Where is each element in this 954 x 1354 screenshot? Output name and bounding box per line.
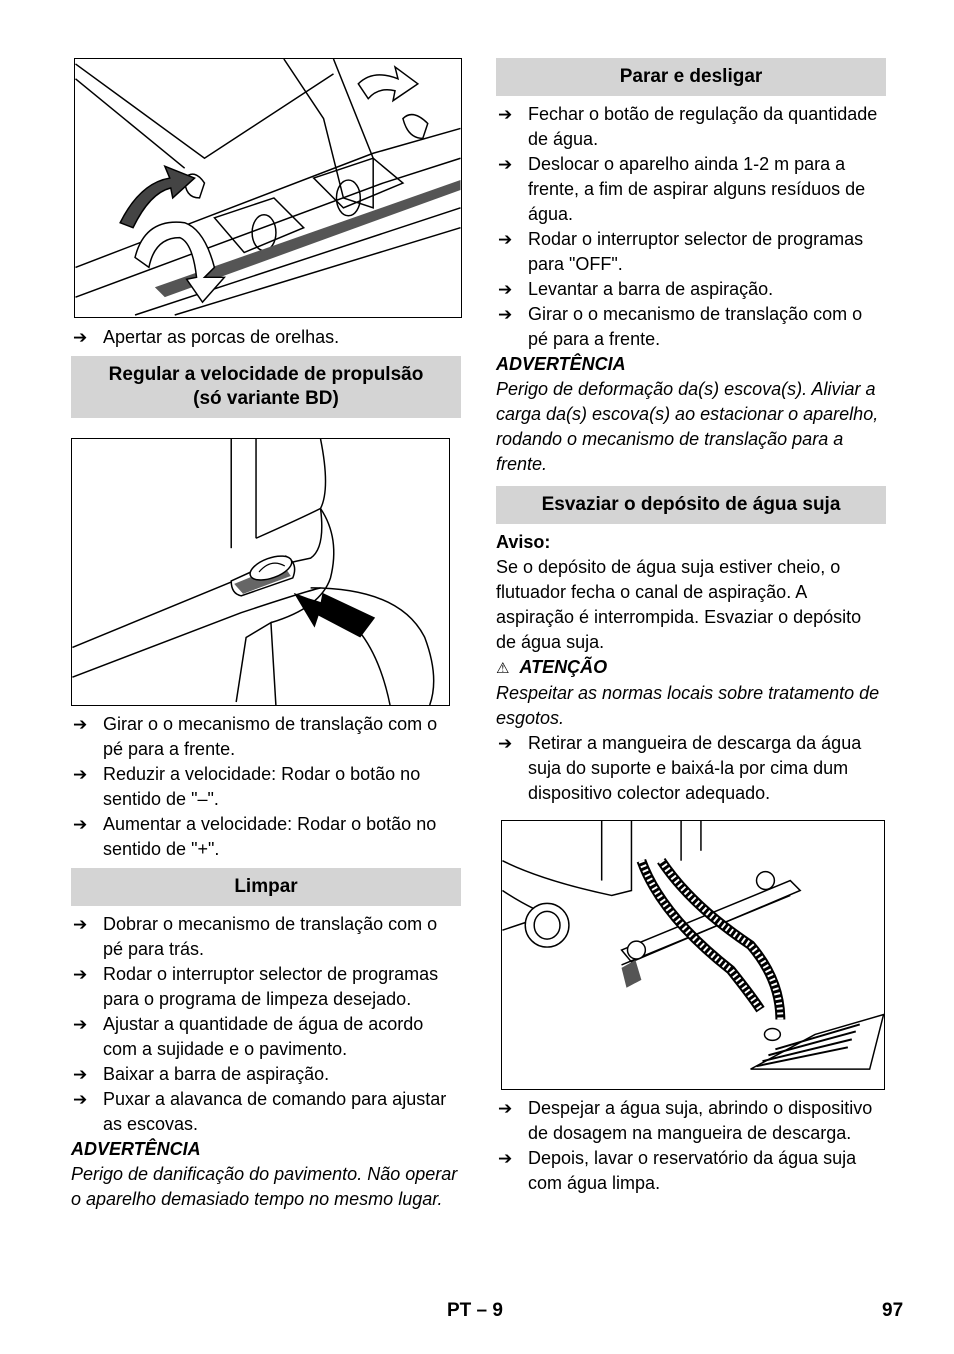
step-list-speed <box>71 712 461 862</box>
figure-drain-hose <box>501 820 885 1090</box>
list-item: ➔ Levantar a barra de aspiração. <box>496 277 886 302</box>
list-item: ➔ Aumentar a velocidade: Rodar o botão no sentido de "+". <box>73 814 437 859</box>
section-heading-line: (só variante BD) <box>193 388 339 409</box>
list-item: ➔ Baixar a barra de aspiração. <box>71 1062 461 1087</box>
figure-speed-knob <box>71 438 450 706</box>
attention-text: Respeitar as normas locais sobre tratamento de esgotos. <box>496 683 880 728</box>
list-item: ➔ Despejar a água suja, abrindo o dispositivo de dosagem na mangueira de descarga. <box>498 1098 873 1143</box>
arrow-right-icon: ➔ <box>498 230 513 249</box>
section-heading-stop: Parar e desligar <box>496 58 886 96</box>
arrow-right-icon: ➔ <box>73 715 88 734</box>
arrow-right-icon: ➔ <box>73 815 88 834</box>
warning-text: Perigo de danificação do pavimento. Não operar o aparelho demasiado tempo no mesmo lugar. <box>71 1164 458 1209</box>
arrow-right-icon: ➔ <box>73 1065 88 1084</box>
step-list-wing-nuts <box>71 325 461 350</box>
wing-nuts-illustration <box>75 59 461 317</box>
list-item: ➔ Retirar a mangueira de descarga da água suja do suporte e baixá-la por cima dum dispositivo colector adequado. <box>498 733 862 803</box>
arrow-right-icon: ➔ <box>498 734 513 753</box>
arrow-right-icon: ➔ <box>73 328 88 347</box>
warning-title: ADVERTÊNCIA <box>496 354 626 374</box>
section-heading-line: Regular a velocidade de propulsão <box>108 364 424 385</box>
list-item: ➔ Apertar as porcas de orelhas. <box>71 325 461 350</box>
arrow-right-icon: ➔ <box>498 155 513 174</box>
section-heading-empty-tank: Esvaziar o depósito de água suja <box>496 486 886 524</box>
arrow-right-icon: ➔ <box>73 1015 88 1034</box>
speed-knob-illustration <box>72 439 449 705</box>
arrow-right-icon: ➔ <box>73 965 88 984</box>
arrow-right-icon: ➔ <box>498 280 513 299</box>
section-heading-clean: Limpar <box>71 868 461 906</box>
footer-section-label: PT – 9 <box>447 1300 503 1321</box>
step-list-stop <box>496 102 886 352</box>
arrow-right-icon: ➔ <box>498 105 513 124</box>
list-item: ➔ Deslocar o aparelho ainda 1-2 m para a frente, a fim de aspirar alguns resíduos de água. <box>498 154 866 224</box>
warning-title: ADVERTÊNCIA <box>71 1139 201 1159</box>
list-item: ➔ Rodar o interruptor selector de programas para o programa de limpeza desejado. <box>73 964 439 1009</box>
arrow-right-icon: ➔ <box>73 915 88 934</box>
step-list-drain-hose <box>496 731 886 806</box>
warning-text: Perigo de deformação da(s) escova(s). Aliviar a carga da(s) escova(s) ao estacionar o aparelho, rodando o mecanismo de translação para a frente. <box>496 379 879 474</box>
figure-wing-nuts <box>74 58 462 318</box>
arrow-right-icon: ➔ <box>498 1149 513 1168</box>
warning-triangle-icon: ⚠ <box>496 660 510 677</box>
step-list-clean <box>71 912 461 1137</box>
right-column <box>496 58 886 1196</box>
list-item: ➔ Girar o o mecanismo de translação com o pé para a frente. <box>73 714 438 759</box>
notice-title: Aviso: <box>496 532 551 552</box>
attention-heading <box>496 655 886 681</box>
list-item: ➔ Puxar a alavanca de comando para ajustar as escovas. <box>73 1089 447 1134</box>
step-list-drain <box>496 1096 886 1196</box>
list-item: ➔ Depois, lavar o reservatório da água suja com água limpa. <box>498 1148 857 1193</box>
left-column <box>71 58 461 1212</box>
list-item: ➔ Fechar o botão de regulação da quantidade de água. <box>498 104 878 149</box>
arrow-right-icon: ➔ <box>73 765 88 784</box>
arrow-right-icon: ➔ <box>498 1099 513 1118</box>
list-item: ➔ Girar o o mecanismo de translação com o pé para a frente. <box>498 304 863 349</box>
list-item: ➔ Rodar o interruptor selector de programas para "OFF". <box>498 229 864 274</box>
arrow-right-icon: ➔ <box>73 1090 88 1109</box>
drain-hose-illustration <box>502 821 884 1089</box>
arrow-right-icon: ➔ <box>498 305 513 324</box>
list-item: ➔ Reduzir a velocidade: Rodar o botão no sentido de "–". <box>73 764 421 809</box>
attention-title: ATENÇÃO <box>519 657 608 677</box>
section-heading-speed <box>71 356 461 418</box>
notice-text: Se o depósito de água suja estiver cheio, o flutuador fecha o canal de aspiração. A aspiração é interrompida. Esvaziar o depósito de água suja. <box>496 557 862 652</box>
list-item: ➔ Ajustar a quantidade de água de acordo com a sujidade e o pavimento. <box>73 1014 424 1059</box>
footer-page-number: 97 <box>882 1300 904 1321</box>
list-item: ➔ Dobrar o mecanismo de translação com o pé para trás. <box>73 914 438 959</box>
